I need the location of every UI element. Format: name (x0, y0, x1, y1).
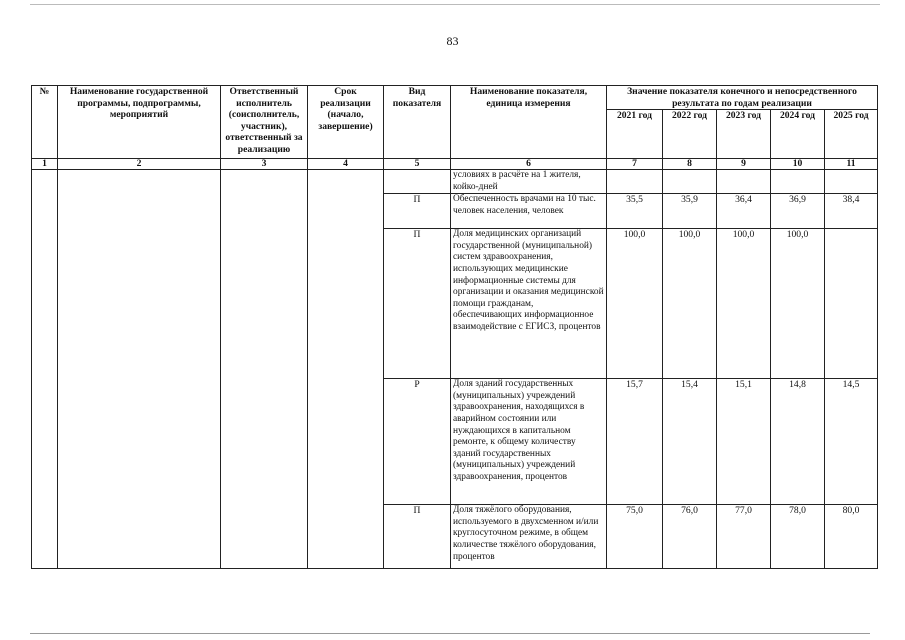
cell-indicator: условиях в расчёте на 1 жителя, койко-дней (451, 170, 607, 194)
cell-value: 75,0 (607, 505, 663, 569)
header-year-2021: 2021 год (607, 110, 663, 159)
cell-value: 14,8 (771, 379, 825, 505)
column-number: 7 (607, 159, 663, 170)
column-number: 5 (384, 159, 451, 170)
cell-value: 100,0 (607, 229, 663, 379)
cell-value: 100,0 (663, 229, 717, 379)
column-number: 1 (32, 159, 58, 170)
header-kind: Вид показателя (384, 86, 451, 159)
cell-value: 100,0 (717, 229, 771, 379)
cell-indicator: Доля тяжёлого оборудования, используемого в двухсменном и/или круглосуточном режиме, в общем количестве тяжёлого оборудования, процентов (451, 505, 607, 569)
column-numbers-row (32, 159, 878, 170)
header-year-2022: 2022 год (663, 110, 717, 159)
cell-kind: П (384, 229, 451, 379)
scan-edge-bottom (30, 633, 870, 634)
header-year-2023: 2023 год (717, 110, 771, 159)
cell-value: 38,4 (825, 194, 878, 229)
cell-value: 15,4 (663, 379, 717, 505)
page-number: 83 (446, 34, 459, 48)
cell-kind (384, 170, 451, 194)
column-number: 3 (221, 159, 308, 170)
cell-value: 14,5 (825, 379, 878, 505)
cell-program-name (58, 170, 221, 569)
cell-value (607, 170, 663, 194)
cell-indicator: Доля зданий государственных (муниципальных) учреждений здравоохранения, находящихся в аварийном состоянии или нуждающихся в капитальном ремонте, к общему количеству зданий государственных (муниципальных) учреждений здравоохранения, процентов (451, 379, 607, 505)
cell-kind: П (384, 505, 451, 569)
scan-edge-top (30, 4, 880, 5)
cell-executor (221, 170, 308, 569)
column-number: 6 (451, 159, 607, 170)
cell-value: 36,4 (717, 194, 771, 229)
table-row (32, 170, 878, 194)
cell-value (717, 170, 771, 194)
column-number: 8 (663, 159, 717, 170)
cell-value: 80,0 (825, 505, 878, 569)
column-number: 2 (58, 159, 221, 170)
header-name: Наименование государственной программы, подпрограммы, мероприятий (58, 86, 221, 159)
header-year-2024: 2024 год (771, 110, 825, 159)
column-number: 4 (308, 159, 384, 170)
cell-term (308, 170, 384, 569)
column-number: 10 (771, 159, 825, 170)
column-number: 9 (717, 159, 771, 170)
cell-value: 36,9 (771, 194, 825, 229)
cell-kind: Р (384, 379, 451, 505)
cell-value: 35,5 (607, 194, 663, 229)
cell-value: 77,0 (717, 505, 771, 569)
header-executor: Ответственный исполнитель (соисполнитель, участник), ответственный за реализацию (221, 86, 308, 159)
header-value-group: Значение показателя конечного и непосредственного результата по годам реализации (607, 86, 878, 110)
cell-value (825, 229, 878, 379)
cell-value: 35,9 (663, 194, 717, 229)
cell-value (825, 170, 878, 194)
cell-value: 78,0 (771, 505, 825, 569)
cell-indicator: Доля медицинских организаций государственной (муниципальной) систем здравоохранения, использующих медицинские информационные системы для организации и оказания медицинской помощи гражданам, обеспечивающих информационное взаимодействие с ЕГИСЗ, процентов (451, 229, 607, 379)
cell-value (771, 170, 825, 194)
cell-value: 76,0 (663, 505, 717, 569)
indicators-table (31, 85, 878, 569)
header-no: № (32, 86, 58, 159)
cell-indicator: Обеспеченность врачами на 10 тыс. человек населения, человек (451, 194, 607, 229)
cell-value: 15,7 (607, 379, 663, 505)
cell-no (32, 170, 58, 569)
header-year-2025: 2025 год (825, 110, 878, 159)
header-term: Срок реализации (начало, завершение) (308, 86, 384, 159)
cell-value (663, 170, 717, 194)
header-indicator: Наименование показателя, единица измерения (451, 86, 607, 159)
cell-value: 15,1 (717, 379, 771, 505)
column-number: 11 (825, 159, 878, 170)
cell-kind: П (384, 194, 451, 229)
cell-value: 100,0 (771, 229, 825, 379)
